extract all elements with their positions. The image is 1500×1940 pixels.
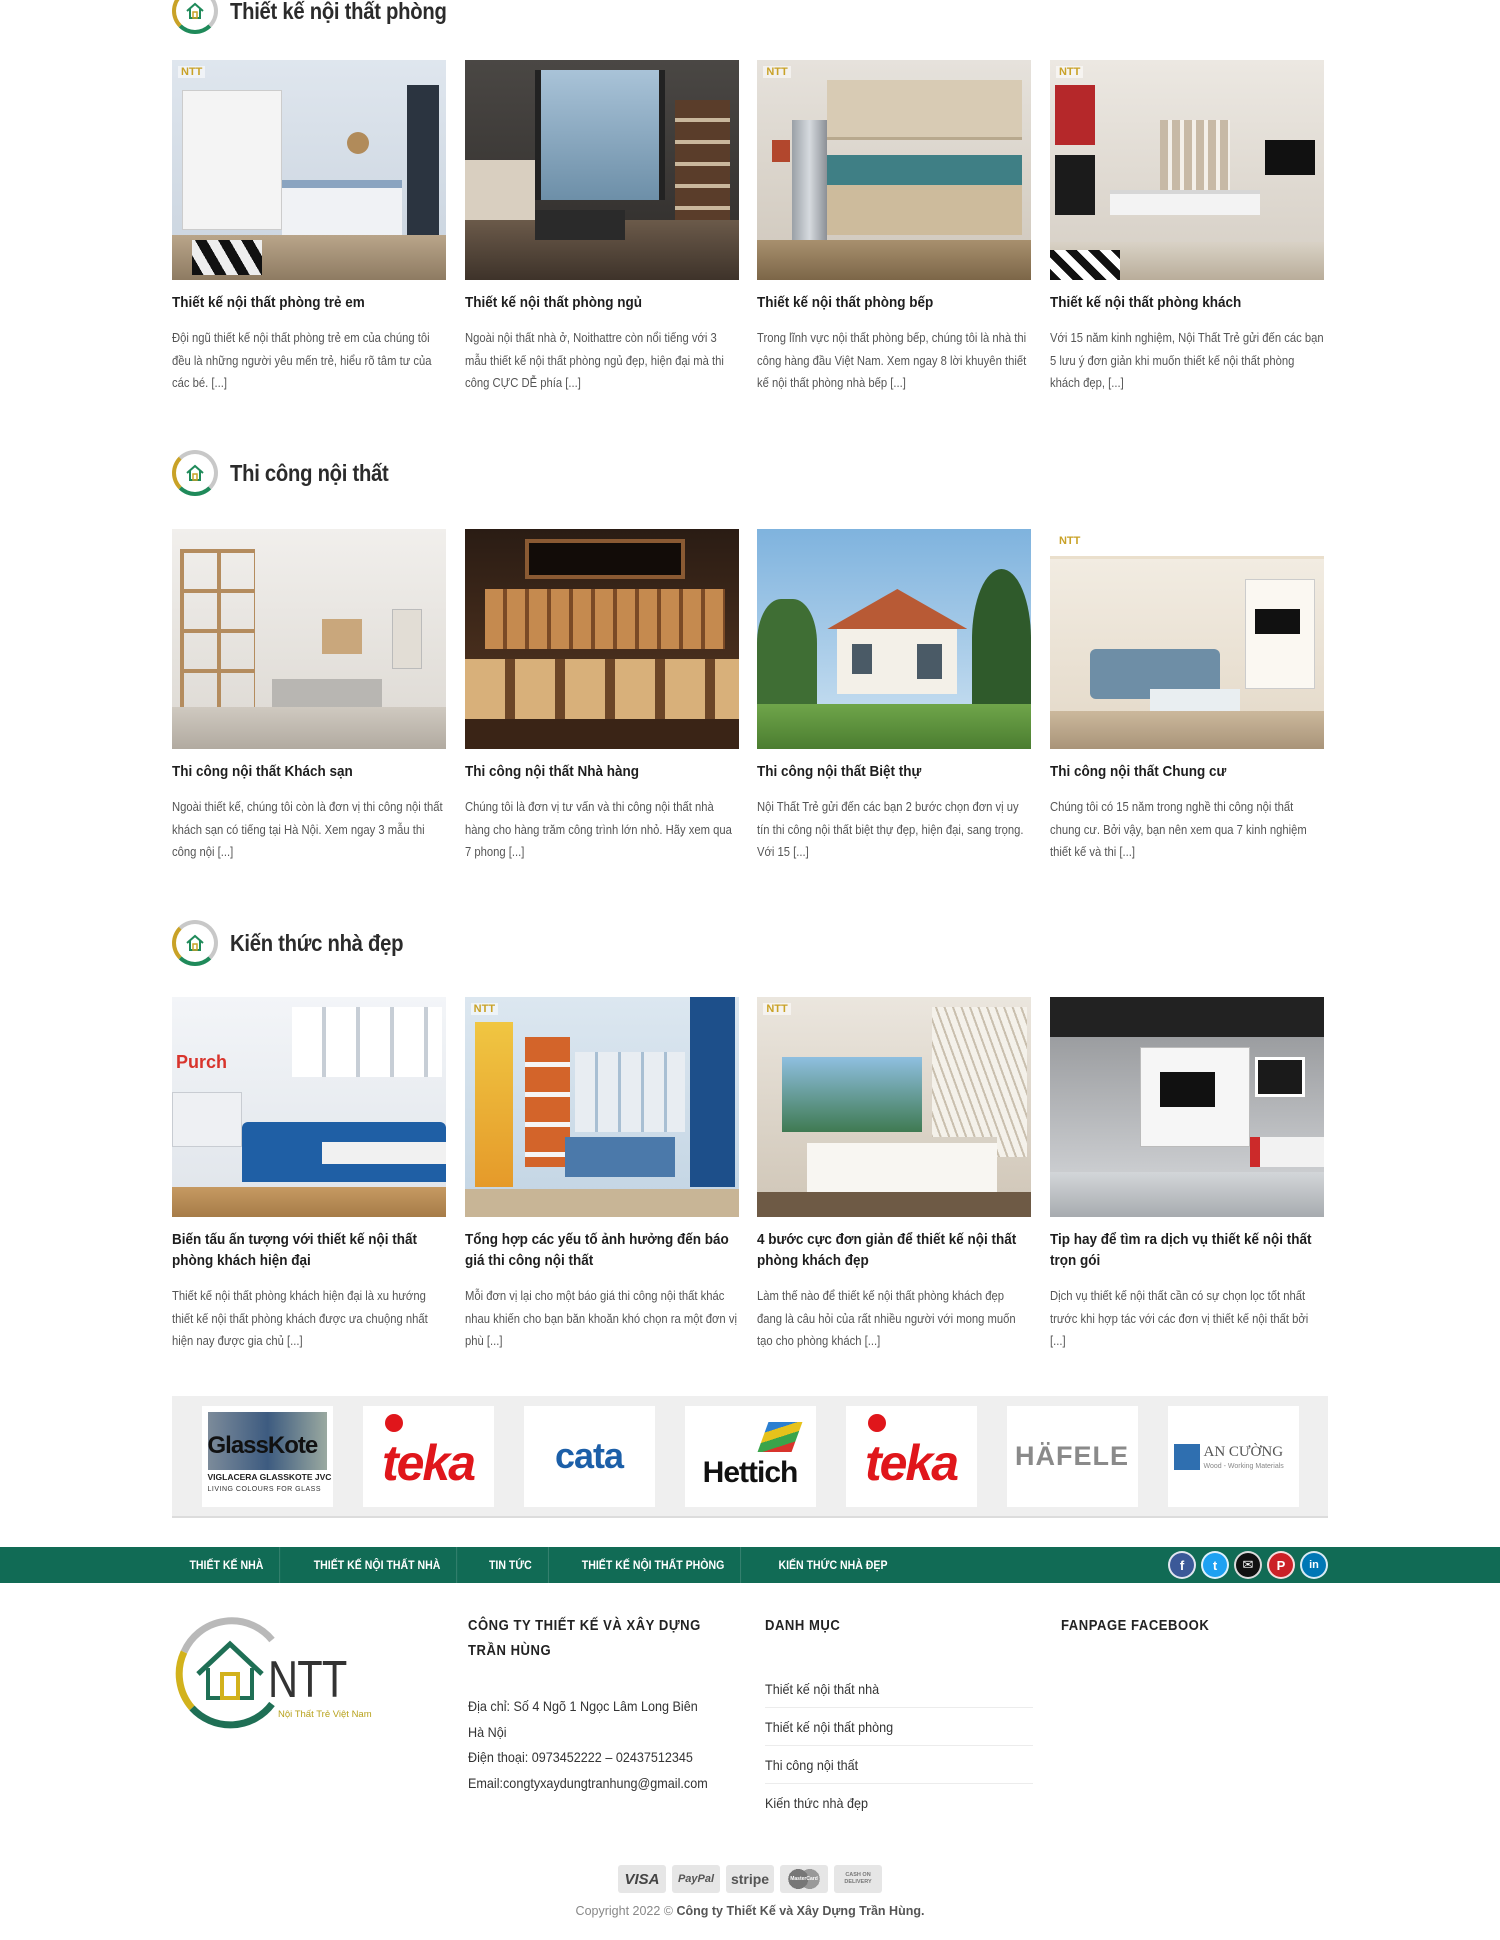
section-heading: Thiết kế nội thất phòng xyxy=(230,0,447,24)
category-link-label: Thiết kế nội thất nhà xyxy=(765,1680,880,1697)
post-thumbnail[interactable] xyxy=(1050,529,1324,749)
copyright-company: Công ty Thiết Kế và Xây Dựng Trần Hùng. xyxy=(676,1904,925,1918)
post-card[interactable] xyxy=(1050,529,1324,864)
glasskote-subtitle: VIGLACERA GLASSKOTE JVC xyxy=(207,1471,332,1482)
post-thumbnail[interactable] xyxy=(1050,997,1324,1217)
categories-heading: DANH MỤC xyxy=(765,1618,841,1634)
post-grid xyxy=(172,529,1324,864)
post-thumbnail[interactable] xyxy=(1050,60,1324,280)
fanpage-heading: FANPAGE FACEBOOK xyxy=(1061,1618,1210,1634)
hafele-wordmark: HÄFELE xyxy=(1015,1440,1129,1471)
brand-glasskote[interactable] xyxy=(202,1406,333,1507)
cash-on-delivery-icon: CASH ON DELIVERY xyxy=(834,1865,882,1893)
brand-ancuong[interactable] xyxy=(1168,1406,1299,1507)
section-title-room-design xyxy=(172,0,476,36)
category-link[interactable] xyxy=(765,1784,1033,1822)
logo-text: NTT xyxy=(268,1651,347,1709)
post-title[interactable]: Thiết kế nội thất phòng ngủ xyxy=(464,294,642,311)
post-thumbnail[interactable] xyxy=(172,529,446,749)
purch-sign: Purch xyxy=(176,1052,228,1072)
section-title-construction xyxy=(172,448,410,498)
glasskote-wordmark: GlassKote xyxy=(207,1431,318,1459)
facebook-icon[interactable]: f xyxy=(1168,1551,1196,1579)
stripe-icon: stripe xyxy=(726,1865,774,1893)
post-card[interactable] xyxy=(465,997,739,1353)
post-excerpt: Trong lĩnh vực nội thất phòng bếp, chúng tôi là nhà thi công hàng đầu Việt Nam. Xem ngay 8 lời khuyên thiết kế nội thất phòng nhà bếp [...] xyxy=(757,331,1027,390)
section-title-knowledge xyxy=(172,918,427,968)
post-card[interactable] xyxy=(1050,60,1324,395)
hettich-wordmark: Hettich xyxy=(702,1456,798,1489)
section-heading: Kiến thức nhà đẹp xyxy=(230,929,404,956)
post-excerpt: Đội ngũ thiết kế nội thất phòng trẻ em của chúng tôi đều là những người yêu mến trẻ, hiểu rõ tâm tư của các bé. [...] xyxy=(172,331,432,390)
post-title[interactable]: Thi công nội thất Nhà hàng xyxy=(464,763,639,780)
post-title[interactable]: Thiết kế nội thất phòng khách xyxy=(1049,294,1242,311)
post-excerpt: Nội Thất Trẻ gửi đến các bạn 2 bước chọn đơn vị uy tín thi công nội thất biệt thự đẹp, hiện đại, sang trọng. Với 15 [...] xyxy=(757,800,1024,859)
post-grid xyxy=(172,60,1324,395)
footer-nav-bar xyxy=(0,1547,1500,1583)
post-card[interactable] xyxy=(465,529,739,864)
post-title[interactable]: Tổng hợp các yếu tố ảnh hưởng đến báo giá thi công nội thất xyxy=(464,1231,729,1269)
post-thumbnail[interactable] xyxy=(172,997,446,1217)
watermark-logo: NTT xyxy=(763,66,790,78)
ancuong-tagline: Wood - Working Materials xyxy=(1203,1462,1284,1470)
post-thumbnail[interactable] xyxy=(465,997,739,1217)
post-title[interactable]: Thiết kế nội thất phòng trẻ em xyxy=(172,294,365,311)
post-excerpt: Làm thế nào để thiết kế nội thất phòng khách đẹp đang là câu hỏi của rất nhiều người với mong muốn tạo cho phòng khách [...] xyxy=(757,1289,1017,1348)
brand-teka-2[interactable] xyxy=(846,1406,977,1507)
visa-icon: VISA xyxy=(618,1865,666,1893)
social-links xyxy=(1168,1551,1328,1579)
company-heading: CÔNG TY THIẾT KẾ VÀ XÂY DỰNG TRẦN HÙNG xyxy=(468,1618,701,1659)
footer-menu xyxy=(172,1547,913,1583)
logo-tagline: Nội Thất Trẻ Việt Nam xyxy=(278,1709,372,1720)
house-logo-icon xyxy=(172,450,218,496)
footer-logo[interactable] xyxy=(172,1612,372,1732)
address-city: Hà Nội xyxy=(468,1723,507,1740)
category-link-label: Kiến thức nhà đẹp xyxy=(765,1795,869,1811)
post-card[interactable] xyxy=(757,997,1031,1353)
email-icon[interactable]: ✉ xyxy=(1234,1551,1262,1579)
category-menu xyxy=(765,1614,1035,1822)
fanpage-column xyxy=(1061,1614,1321,1639)
post-thumbnail[interactable] xyxy=(757,529,1031,749)
watermark-logo: NTT xyxy=(178,66,205,78)
watermark-logo: NTT xyxy=(1056,66,1083,78)
post-card[interactable] xyxy=(172,997,446,1353)
post-excerpt: Với 15 năm kinh nghiệm, Nội Thất Trẻ gửi đến các bạn 5 lưu ý đơn giản khi muốn thiết kế nội thất phòng khách đẹp, [...] xyxy=(1049,331,1324,390)
post-thumbnail[interactable] xyxy=(757,60,1031,280)
copyright xyxy=(0,1904,1500,1918)
mastercard-icon: MasterCard xyxy=(780,1865,828,1893)
glasskote-tagline: LIVING COLOURS FOR GLASS xyxy=(207,1485,322,1493)
brand-hettich[interactable] xyxy=(685,1406,816,1507)
email-line[interactable]: Email:congtyxaydungtranhung@gmail.com xyxy=(468,1774,708,1791)
company-info xyxy=(468,1614,738,1796)
post-card[interactable] xyxy=(465,60,739,395)
watermark-logo: NTT xyxy=(763,1003,790,1015)
post-thumbnail[interactable] xyxy=(465,60,739,280)
post-title[interactable]: Thiết kế nội thất phòng bếp xyxy=(757,294,934,311)
footer-nav-news[interactable]: TIN TỨC xyxy=(473,1547,548,1583)
post-title[interactable]: Tip hay để tìm ra dịch vụ thiết kế nội thất trọn gói xyxy=(1049,1231,1312,1269)
linkedin-icon[interactable]: in xyxy=(1300,1551,1328,1579)
post-thumbnail[interactable] xyxy=(757,997,1031,1217)
post-card[interactable] xyxy=(172,529,446,864)
teka-wordmark: teka xyxy=(381,1435,475,1491)
post-title[interactable]: 4 bước cực đơn giản để thiết kế nội thất phòng khách đẹp xyxy=(757,1231,1017,1269)
twitter-icon[interactable]: t xyxy=(1201,1551,1229,1579)
category-link[interactable] xyxy=(765,1746,1033,1784)
house-logo-icon xyxy=(172,920,218,966)
post-excerpt: Mỗi đơn vị lại cho một báo giá thi công nội thất khác nhau khiến cho bạn băn khoăn khó chọn ra một đơn vị phù [...] xyxy=(464,1289,737,1348)
post-card[interactable] xyxy=(1050,997,1324,1353)
category-link[interactable] xyxy=(765,1708,1033,1746)
watermark-logo: NTT xyxy=(1056,535,1083,547)
footer-nav-house-interior[interactable]: THIẾT KẾ NỘI THẤT NHÀ xyxy=(298,1547,457,1583)
post-excerpt: Chúng tôi là đơn vị tư vấn và thi công nội thất nhà hàng cho hàng trăm công trình lớn nhỏ. Hãy xem qua 7 phong [...] xyxy=(464,800,732,859)
category-link-label: Thiết kế nội thất phòng xyxy=(765,1718,894,1735)
post-title[interactable]: Thi công nội thất Biệt thự xyxy=(757,763,922,780)
address-line: Địa chỉ: Số 4 Ngõ 1 Ngọc Lâm Long Biên xyxy=(468,1698,698,1714)
house-logo-icon xyxy=(172,0,218,34)
payment-methods xyxy=(0,1865,1500,1893)
category-link[interactable] xyxy=(765,1670,1033,1708)
phone-line: Điện thoại: 0973452222 – 02437512345 xyxy=(468,1749,693,1765)
post-card[interactable] xyxy=(172,60,446,395)
post-thumbnail[interactable] xyxy=(172,60,446,280)
brand-cata[interactable] xyxy=(524,1406,655,1507)
post-title[interactable]: Thi công nội thất Khách sạn xyxy=(172,763,353,780)
post-grid xyxy=(172,997,1324,1353)
brand-teka[interactable] xyxy=(363,1406,494,1507)
watermark-logo: NTT xyxy=(471,1003,498,1015)
category-link-label: Thi công nội thất xyxy=(765,1756,859,1773)
cata-wordmark: cata xyxy=(554,1435,624,1476)
ancuong-wordmark: AN CƯỜNG xyxy=(1203,1443,1284,1460)
brand-carousel xyxy=(172,1396,1328,1518)
copyright-prefix: Copyright 2022 © xyxy=(575,1904,677,1918)
post-excerpt: Thiết kế nội thất phòng khách hiện đại là xu hướng thiết kế nội thất phòng khách được ưa chuộng nhất hiện nay được gia chủ [...] xyxy=(172,1289,428,1348)
post-excerpt: Chúng tôi có 15 năm trong nghề thi công nội thất chung cư. Bởi vậy, bạn nên xem qua 7 kinh nghiệm thiết kế và thi [...] xyxy=(1049,800,1307,859)
post-card[interactable] xyxy=(757,60,1031,395)
pinterest-icon[interactable]: P xyxy=(1267,1551,1295,1579)
post-title[interactable]: Biến tấu ấn tượng với thiết kế nội thất phòng khách hiện đại xyxy=(172,1231,417,1269)
section-heading: Thi công nội thất xyxy=(230,459,389,486)
post-card[interactable] xyxy=(757,529,1031,864)
footer-nav-room-interior[interactable]: THIẾT KẾ NỘI THẤT PHÒNG xyxy=(566,1547,741,1583)
paypal-icon: PayPal xyxy=(672,1865,720,1893)
footer-nav-knowledge[interactable]: KIẾN THỨC NHÀ ĐẸP xyxy=(778,1558,888,1572)
post-title[interactable]: Thi công nội thất Chung cư xyxy=(1049,763,1227,780)
teka-wordmark: teka xyxy=(864,1435,958,1491)
footer-nav-house-design[interactable]: THIẾT KẾ NHÀ xyxy=(179,1547,280,1583)
post-excerpt: Ngoài nội thất nhà ở, Noithattre còn nổi tiếng với 3 mẫu thiết kế nội thất phòng ngủ đẹp, hiện đại mà thi công CỰC DỄ phía [...] xyxy=(464,331,724,390)
post-excerpt: Ngoài thiết kế, chúng tôi còn là đơn vị thi công nội thất khách sạn có tiếng tại Hà Nội. Xem ngay 3 mẫu thi công nội [...] xyxy=(172,800,443,859)
post-thumbnail[interactable] xyxy=(465,529,739,749)
brand-hafele[interactable] xyxy=(1007,1406,1138,1507)
post-excerpt: Dịch vụ thiết kế nội thất cần có sự chọn lọc tốt nhất trước khi hợp tác với các đơn vị thiết kế nội thất bởi [...] xyxy=(1049,1289,1309,1348)
ancuong-emblem-icon xyxy=(1174,1444,1200,1470)
